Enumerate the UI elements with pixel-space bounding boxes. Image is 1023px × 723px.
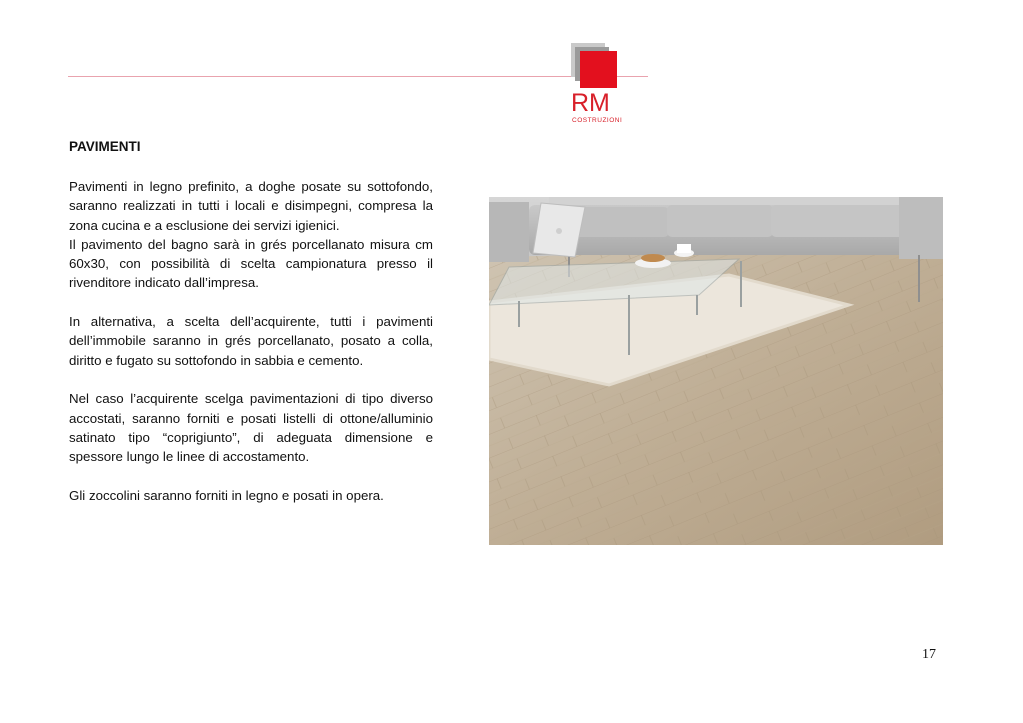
logo-mark: RM: [571, 89, 610, 117]
header-rule: [68, 76, 648, 77]
paragraph-5: Gli zoccolini saranno forniti in legno e posati in opera.: [69, 487, 384, 503]
section-heading: PAVIMENTI: [69, 139, 141, 154]
section-body: [69, 177, 433, 524]
paragraph-1: Pavimenti in legno prefinito, a doghe posate su sottofondo, saranno realizzati in tutti i locali e disimpegni, compresa la zona cucina e a esclusione dei servizi igienici.: [69, 179, 433, 233]
paragraph-2: Il pavimento del bagno sarà in grés porcellanato misura cm 60x30, con possibilità di scelta campionatura presso il rivenditore indicato dall’impresa.: [69, 236, 433, 291]
living-room-floor-photo: [489, 197, 943, 545]
rm-logo: [566, 40, 626, 130]
logo-square-red: [580, 51, 617, 88]
paragraph-3: In alternativa, a scelta dell’acquirente, tutti i pavimenti dell’immobile saranno in grés porcellanato, posato a colla, diritto e fugato su sottofondo in sabbia e cemento.: [69, 314, 433, 368]
paragraph-4: Nel caso l’acquirente scelga pavimentazioni di tipo diverso accostati, saranno forniti e posati listelli di ottone/alluminio satinato tipo “coprigiunto”, di adeguata dimensione e spessore lungo le linee di accostamento.: [69, 391, 433, 465]
page-number: 17: [922, 647, 936, 662]
logo-subtitle: COSTRUZIONI: [572, 117, 623, 124]
